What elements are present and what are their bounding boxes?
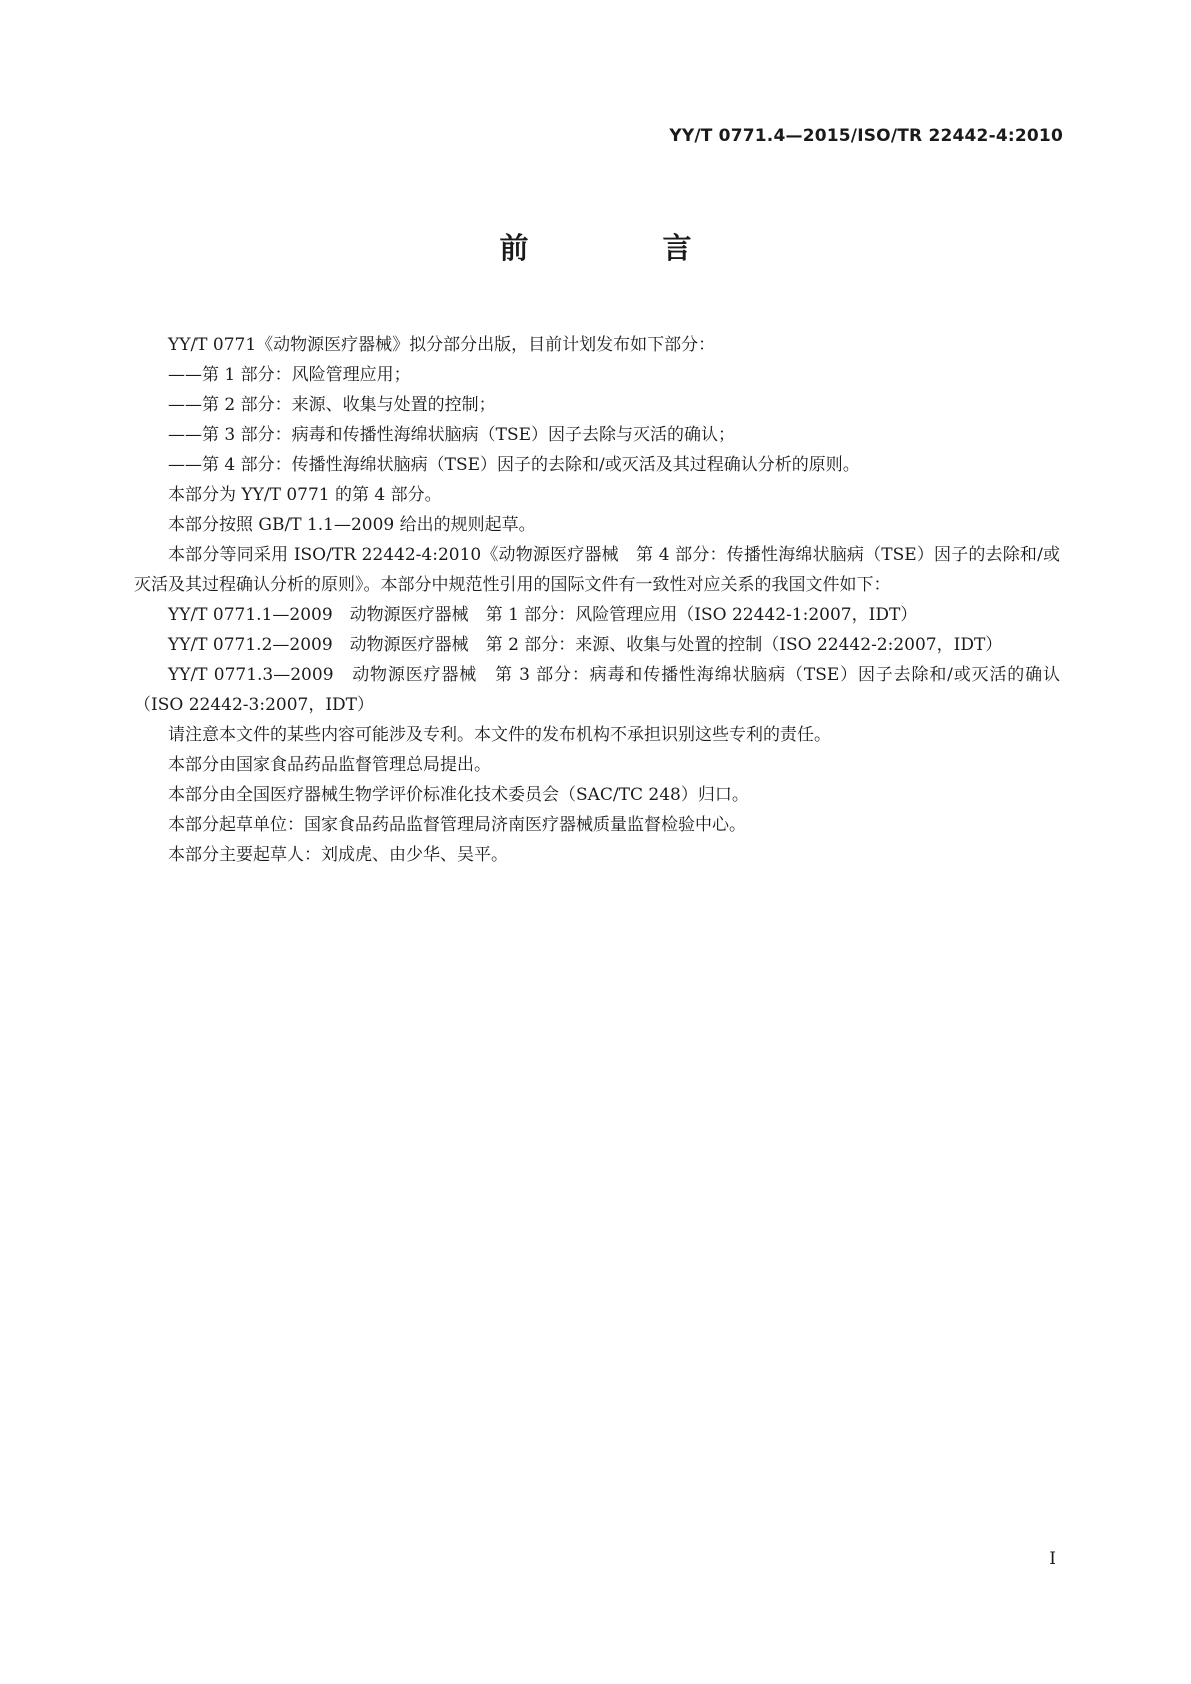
page-number: I [1049,1549,1056,1569]
reference-item-part-2: YY/T 0771.2—2009 动物源医疗器械 第 2 部分：来源、收集与处置的控制（ISO 22442-2:2007，IDT） [168,635,1003,655]
paragraph-patent-notice: 请注意本文件的某些内容可能涉及专利。本文件的发布机构不承担识别这些专利的责任。 [168,725,831,745]
paragraph-adoption: 本部分等同采用 ISO/TR 22442-4:2010《动物源医疗器械 第 4 部分：传播性海绵状脑病（TSE）因子的去除和/或灭活及其过程确认分析的原则》。本部分中规范性引用的国际文件有一致性对应关系的我国文件如下： [134,545,1060,595]
paragraph-drafting-unit: 本部分起草单位：国家食品药品监督管理局济南医疗器械质量监督检验中心。 [168,815,746,835]
foreword-body [134,330,1060,870]
paragraph-drafting-rules: 本部分按照 GB/T 1.1—2009 给出的规则起草。 [168,515,536,535]
page-title: 前 言 [499,231,754,265]
list-item-part-2: ——第 2 部分：来源、收集与处置的控制； [168,395,496,415]
standard-number-header: YY/T 0771.4—2015/ISO/TR 22442-4:2010 [669,126,1063,146]
list-item-part-4: ——第 4 部分：传播性海绵状脑病（TSE）因子的去除和/或灭活及其过程确认分析的原则。 [168,455,860,475]
paragraph-proposer: 本部分由国家食品药品监督管理总局提出。 [168,755,491,775]
paragraph-part-statement: 本部分为 YY/T 0771 的第 4 部分。 [168,485,442,505]
paragraph-series-intro: YY/T 0771《动物源医疗器械》拟分部分出版，目前计划发布如下部分： [168,335,716,355]
reference-item-part-3: YY/T 0771.3—2009 动物源医疗器械 第 3 部分：病毒和传播性海绵状脑病（TSE）因子去除和/或灭活的确认（ISO 22442-3:2007，IDT） [134,665,1060,715]
paragraph-committee: 本部分由全国医疗器械生物学评价标准化技术委员会（SAC/TC 248）归口。 [168,785,749,805]
reference-item-part-1: YY/T 0771.1—2009 动物源医疗器械 第 1 部分：风险管理应用（ISO 22442-1:2007，IDT） [168,605,918,625]
list-item-part-1: ——第 1 部分：风险管理应用； [168,365,411,385]
list-item-part-3: ——第 3 部分：病毒和传播性海绵状脑病（TSE）因子去除与灭活的确认； [168,425,736,445]
paragraph-drafters: 本部分主要起草人：刘成虎、由少华、吴平。 [168,845,508,865]
